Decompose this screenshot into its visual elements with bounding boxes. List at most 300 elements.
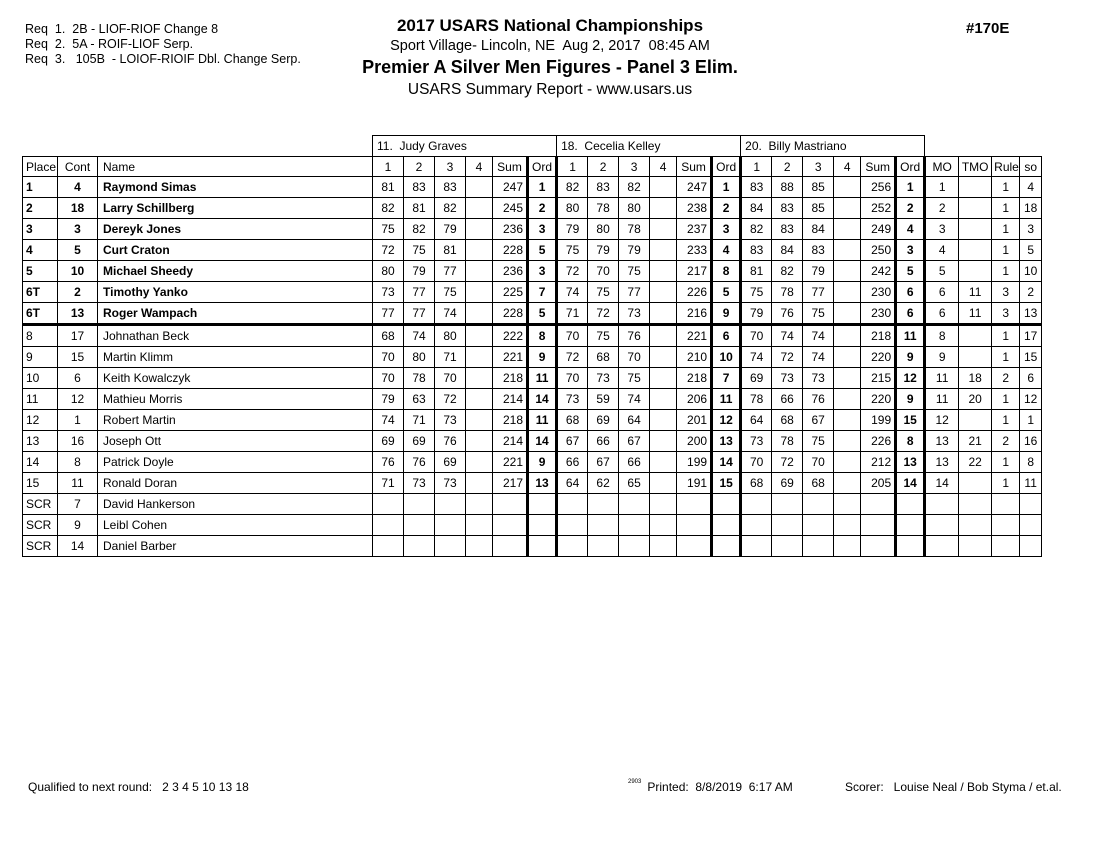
cell-judge3-score3: 84 [803,219,834,240]
cell-judge3-ord: 8 [896,431,925,452]
cell-judge2-score4 [650,494,677,515]
cell-judge3-score1: 83 [741,240,772,261]
cell-mo [925,536,959,557]
cell-judge1-score3 [435,494,466,515]
cell-so: 8 [1020,452,1042,473]
cell-judge1-sum [493,494,528,515]
cell-judge1-sum [493,515,528,536]
cell-judge1-ord [528,494,557,515]
cell-name: Roger Wampach [98,303,373,325]
cell-judge3-ord: 3 [896,240,925,261]
cell-judge3-score4 [834,282,861,303]
cell-so [1020,515,1042,536]
cell-cont: 13 [58,303,98,325]
cell-judge3-score2: 72 [772,452,803,473]
cell-mo: 13 [925,431,959,452]
cell-judge2-score1: 73 [557,389,588,410]
cell-judge1-score2: 79 [404,261,435,282]
header-judge1-1: 1 [373,157,404,177]
cell-judge2-score3 [619,536,650,557]
cell-tmo: 20 [959,389,992,410]
table-row [23,515,1042,536]
cell-judge3-score4 [834,410,861,431]
cell-mo [925,515,959,536]
cell-cont: 14 [58,536,98,557]
cell-judge2-score1: 75 [557,240,588,261]
cell-judge2-sum [677,494,712,515]
header-judge3-1: 1 [741,157,772,177]
header-judge2-1: 1 [557,157,588,177]
cell-judge1-score1: 68 [373,325,404,347]
cell-judge3-score3 [803,536,834,557]
cell-name: Curt Craton [98,240,373,261]
cell-judge3-score1: 75 [741,282,772,303]
header-judge1-2: 2 [404,157,435,177]
cell-judge2-sum: 226 [677,282,712,303]
cell-so: 12 [1020,389,1042,410]
cell-judge2-ord: 4 [712,240,741,261]
cell-judge1-sum: 221 [493,452,528,473]
cell-so: 18 [1020,198,1042,219]
header-cont: Cont [58,157,98,177]
cell-judge3-score3: 70 [803,452,834,473]
cell-judge2-score1: 80 [557,198,588,219]
cell-so: 4 [1020,177,1042,198]
cell-rule: 1 [992,347,1020,368]
cell-tmo [959,473,992,494]
cell-judge3-score4 [834,303,861,325]
cell-judge1-sum: 221 [493,347,528,368]
cell-judge3-score1: 69 [741,368,772,389]
cell-judge2-sum: 221 [677,325,712,347]
cell-judge2-ord: 15 [712,473,741,494]
cell-judge2-score1: 72 [557,347,588,368]
cell-judge1-score1: 80 [373,261,404,282]
cell-judge1-score3: 80 [435,325,466,347]
table-row [23,177,1042,198]
cell-judge3-ord: 15 [896,410,925,431]
cell-so: 6 [1020,368,1042,389]
cell-judge2-ord: 9 [712,303,741,325]
cell-mo: 5 [925,261,959,282]
cell-judge2-score4 [650,325,677,347]
cell-judge3-score1: 70 [741,325,772,347]
cell-judge1-score1: 76 [373,452,404,473]
cell-name: Patrick Doyle [98,452,373,473]
cell-judge3-score2: 74 [772,325,803,347]
cell-name: Dereyk Jones [98,219,373,240]
event-title: Premier A Silver Men Figures - Panel 3 Elim. [362,57,738,78]
scorer-line: Scorer: Louise Neal / Bob Styma / et.al. [845,780,1062,794]
cell-judge1-score4 [466,494,493,515]
cell-judge2-score4 [650,347,677,368]
cell-place: 9 [23,347,58,368]
cell-judge2-score1: 74 [557,282,588,303]
cell-judge1-ord: 3 [528,219,557,240]
cell-rule: 3 [992,303,1020,325]
column-header-row [23,157,1042,177]
cell-judge2-score2 [588,515,619,536]
cell-judge3-sum [861,536,896,557]
table-row [23,261,1042,282]
cell-judge3-score1: 64 [741,410,772,431]
cell-judge3-score4 [834,494,861,515]
cell-judge1-sum: 247 [493,177,528,198]
cell-judge3-score2: 69 [772,473,803,494]
cell-judge2-sum [677,515,712,536]
cell-judge2-score4 [650,431,677,452]
cell-place: 6T [23,303,58,325]
cell-judge3-sum: 220 [861,347,896,368]
table-row [23,536,1042,557]
cell-so: 2 [1020,282,1042,303]
cell-judge1-score4 [466,410,493,431]
cell-judge2-ord: 12 [712,410,741,431]
cell-judge2-score1 [557,515,588,536]
cell-cont: 10 [58,261,98,282]
cell-so: 13 [1020,303,1042,325]
cell-judge3-sum: 199 [861,410,896,431]
cell-judge3-score1: 78 [741,389,772,410]
cell-judge3-ord [896,515,925,536]
cell-place: 10 [23,368,58,389]
cell-place: 4 [23,240,58,261]
cell-judge2-sum: 217 [677,261,712,282]
cell-judge2-score3: 66 [619,452,650,473]
cell-judge1-score2: 78 [404,368,435,389]
cell-judge1-ord: 8 [528,325,557,347]
cell-judge3-score4 [834,389,861,410]
cell-judge1-ord: 1 [528,177,557,198]
cell-name: Timothy Yanko [98,282,373,303]
cell-judge2-score4 [650,303,677,325]
cell-judge3-ord: 12 [896,368,925,389]
cell-judge2-score2: 59 [588,389,619,410]
cell-judge1-score3 [435,515,466,536]
cell-judge2-score1: 70 [557,325,588,347]
cell-judge1-score4 [466,368,493,389]
cell-judge1-ord: 14 [528,389,557,410]
cell-so [1020,494,1042,515]
header-mo: MO [925,157,959,177]
cell-judge2-score3: 82 [619,177,650,198]
cell-judge1-score3: 83 [435,177,466,198]
cell-cont: 9 [58,515,98,536]
cell-judge2-score4 [650,536,677,557]
cell-judge2-sum [677,536,712,557]
cell-judge1-ord [528,515,557,536]
cell-judge3-score4 [834,219,861,240]
cell-judge1-score2: 77 [404,282,435,303]
table-row [23,347,1042,368]
cell-judge1-score2: 63 [404,389,435,410]
cell-judge3-score2: 78 [772,282,803,303]
cell-judge2-score2: 66 [588,431,619,452]
cell-judge2-ord: 2 [712,198,741,219]
header-rule: Rule [992,157,1020,177]
cell-judge2-score1 [557,494,588,515]
header-judge1-sum: Sum [493,157,528,177]
cell-judge2-ord: 5 [712,282,741,303]
cell-cont: 7 [58,494,98,515]
cell-so: 15 [1020,347,1042,368]
judge-header-spacer [23,136,373,157]
cell-place: 14 [23,452,58,473]
cell-judge1-score1 [373,536,404,557]
cell-judge3-sum: 220 [861,389,896,410]
cell-judge3-score2: 88 [772,177,803,198]
cell-mo: 6 [925,282,959,303]
cell-judge2-sum: 191 [677,473,712,494]
cell-tmo: 11 [959,303,992,325]
cell-so: 3 [1020,219,1042,240]
cell-cont: 5 [58,240,98,261]
cell-judge1-score4 [466,303,493,325]
cell-judge2-score4 [650,219,677,240]
cell-rule: 1 [992,452,1020,473]
cell-judge1-score1 [373,515,404,536]
cell-cont: 16 [58,431,98,452]
cell-place: 15 [23,473,58,494]
cell-judge1-sum: 236 [493,261,528,282]
cell-judge3-score4 [834,431,861,452]
cell-judge2-score1: 70 [557,368,588,389]
cell-judge2-score2: 80 [588,219,619,240]
cell-judge2-score3: 75 [619,261,650,282]
cell-judge2-score2: 69 [588,410,619,431]
cell-judge2-ord: 1 [712,177,741,198]
header-judge1-ord: Ord [528,157,557,177]
cell-judge1-score1: 81 [373,177,404,198]
cell-name: Raymond Simas [98,177,373,198]
cell-judge3-sum: 218 [861,325,896,347]
cell-judge1-score1: 70 [373,347,404,368]
cell-judge1-score2: 82 [404,219,435,240]
judge-header-row [23,136,1042,157]
report-header [0,16,1100,99]
cell-judge3-score2 [772,515,803,536]
qualified-line: Qualified to next round: 2 3 4 5 10 13 18 [28,780,249,794]
cell-judge1-score1: 75 [373,219,404,240]
event-number: #170E [966,20,1010,37]
cell-judge1-ord: 11 [528,368,557,389]
cell-judge2-score3: 70 [619,347,650,368]
cell-judge3-score2: 84 [772,240,803,261]
cell-judge2-score3: 76 [619,325,650,347]
header-judge3-2: 2 [772,157,803,177]
cell-judge1-score2: 80 [404,347,435,368]
cell-judge2-score1 [557,536,588,557]
cell-judge1-ord: 14 [528,431,557,452]
cell-judge2-score3: 67 [619,431,650,452]
cell-cont: 18 [58,198,98,219]
table-row [23,452,1042,473]
cell-judge1-ord: 2 [528,198,557,219]
cell-judge2-score2: 70 [588,261,619,282]
cell-judge2-score4 [650,177,677,198]
cell-cont: 4 [58,177,98,198]
cell-judge1-ord: 11 [528,410,557,431]
cell-judge1-ord: 7 [528,282,557,303]
cell-judge1-score4 [466,515,493,536]
table-row [23,303,1042,325]
cell-judge3-ord: 6 [896,303,925,325]
cell-so: 11 [1020,473,1042,494]
header-judge3-sum: Sum [861,157,896,177]
cell-judge3-score2: 68 [772,410,803,431]
cell-rule: 1 [992,240,1020,261]
cell-judge1-score4 [466,473,493,494]
cell-judge1-score1: 82 [373,198,404,219]
cell-mo: 9 [925,347,959,368]
cell-judge1-score2 [404,536,435,557]
cell-judge2-score2: 62 [588,473,619,494]
cell-judge1-score1: 70 [373,368,404,389]
cell-place: SCR [23,494,58,515]
cell-tmo [959,198,992,219]
cell-judge1-score4 [466,452,493,473]
cell-judge2-score1: 64 [557,473,588,494]
cell-name: Daniel Barber [98,536,373,557]
cell-rule [992,515,1020,536]
header-so: so [1020,157,1042,177]
cell-judge1-sum: 245 [493,198,528,219]
cell-judge3-score1: 68 [741,473,772,494]
cell-tmo [959,410,992,431]
cell-tmo [959,515,992,536]
cell-rule: 3 [992,282,1020,303]
cell-tmo [959,536,992,557]
cell-judge3-score2: 72 [772,347,803,368]
cell-judge3-score2 [772,494,803,515]
cell-place: 2 [23,198,58,219]
cell-judge2-ord: 6 [712,325,741,347]
cell-judge2-score4 [650,198,677,219]
judge-1-name: 11. Judy Graves [373,136,557,157]
cell-judge3-score1 [741,536,772,557]
cell-judge1-score2: 73 [404,473,435,494]
cell-judge3-sum: 249 [861,219,896,240]
cell-rule [992,536,1020,557]
cell-mo: 1 [925,177,959,198]
cell-judge1-score4 [466,219,493,240]
cell-judge3-score3: 73 [803,368,834,389]
cell-judge3-score4 [834,368,861,389]
judge-header-spacer [925,136,1042,157]
cell-judge1-sum: 214 [493,389,528,410]
cell-judge2-score3: 74 [619,389,650,410]
cell-judge2-score3: 64 [619,410,650,431]
cell-rule: 2 [992,431,1020,452]
cell-judge3-sum: 212 [861,452,896,473]
cell-judge1-score1: 74 [373,410,404,431]
cell-tmo: 11 [959,282,992,303]
cell-judge1-score3: 82 [435,198,466,219]
cell-judge1-score1: 77 [373,303,404,325]
cell-cont: 17 [58,325,98,347]
cell-judge3-score1: 74 [741,347,772,368]
cell-mo: 2 [925,198,959,219]
cell-place: 1 [23,177,58,198]
cell-judge3-score3: 77 [803,282,834,303]
table-row [23,325,1042,347]
cell-judge1-score4 [466,198,493,219]
cell-tmo [959,240,992,261]
cell-judge2-score4 [650,389,677,410]
cell-judge1-score3: 70 [435,368,466,389]
cell-judge2-score4 [650,473,677,494]
cell-mo: 4 [925,240,959,261]
cell-judge3-sum: 226 [861,431,896,452]
cell-judge2-score2: 83 [588,177,619,198]
judge-3-name: 20. Billy Mastriano [741,136,925,157]
cell-place: 13 [23,431,58,452]
cell-name: Larry Schillberg [98,198,373,219]
cell-judge3-ord: 4 [896,219,925,240]
cell-judge3-score1: 83 [741,177,772,198]
cell-judge1-score1: 79 [373,389,404,410]
cell-place: 5 [23,261,58,282]
cell-name: Leibl Cohen [98,515,373,536]
cell-name: Mathieu Morris [98,389,373,410]
cell-judge3-score2: 83 [772,219,803,240]
cell-judge3-score4 [834,347,861,368]
cell-mo: 12 [925,410,959,431]
cell-mo: 11 [925,368,959,389]
cell-judge1-score3: 74 [435,303,466,325]
cell-tmo: 22 [959,452,992,473]
cell-name: Joseph Ott [98,431,373,452]
cell-cont: 1 [58,410,98,431]
cell-judge3-score3: 83 [803,240,834,261]
cell-judge1-score3: 69 [435,452,466,473]
cell-rule: 2 [992,368,1020,389]
cell-tmo [959,177,992,198]
table-row [23,368,1042,389]
cell-judge1-score4 [466,240,493,261]
cell-judge1-ord: 5 [528,303,557,325]
cell-so: 1 [1020,410,1042,431]
cell-judge3-score4 [834,536,861,557]
cell-judge1-score2: 81 [404,198,435,219]
cell-judge2-score2: 75 [588,325,619,347]
cell-judge3-score3: 67 [803,410,834,431]
cell-judge3-score2: 76 [772,303,803,325]
cell-place: SCR [23,536,58,557]
cell-place: 11 [23,389,58,410]
req-line: Req 3. 105B - LOIOF-RIOIF Dbl. Change Serp. [25,52,301,66]
header-name: Name [98,157,373,177]
cell-judge2-score1: 67 [557,431,588,452]
cell-judge2-sum: 199 [677,452,712,473]
cell-judge1-score3: 76 [435,431,466,452]
cell-judge2-score3 [619,515,650,536]
cell-judge2-score1: 72 [557,261,588,282]
cell-mo: 11 [925,389,959,410]
cell-judge3-score4 [834,261,861,282]
table-row [23,431,1042,452]
cell-judge3-sum: 230 [861,282,896,303]
cell-judge2-score1: 66 [557,452,588,473]
cell-judge3-score2: 82 [772,261,803,282]
cell-judge1-score2: 76 [404,452,435,473]
cell-judge2-ord: 13 [712,431,741,452]
cell-judge2-sum: 200 [677,431,712,452]
cell-rule: 1 [992,261,1020,282]
cell-judge3-score3: 85 [803,177,834,198]
cell-tmo: 18 [959,368,992,389]
cell-judge3-ord: 5 [896,261,925,282]
